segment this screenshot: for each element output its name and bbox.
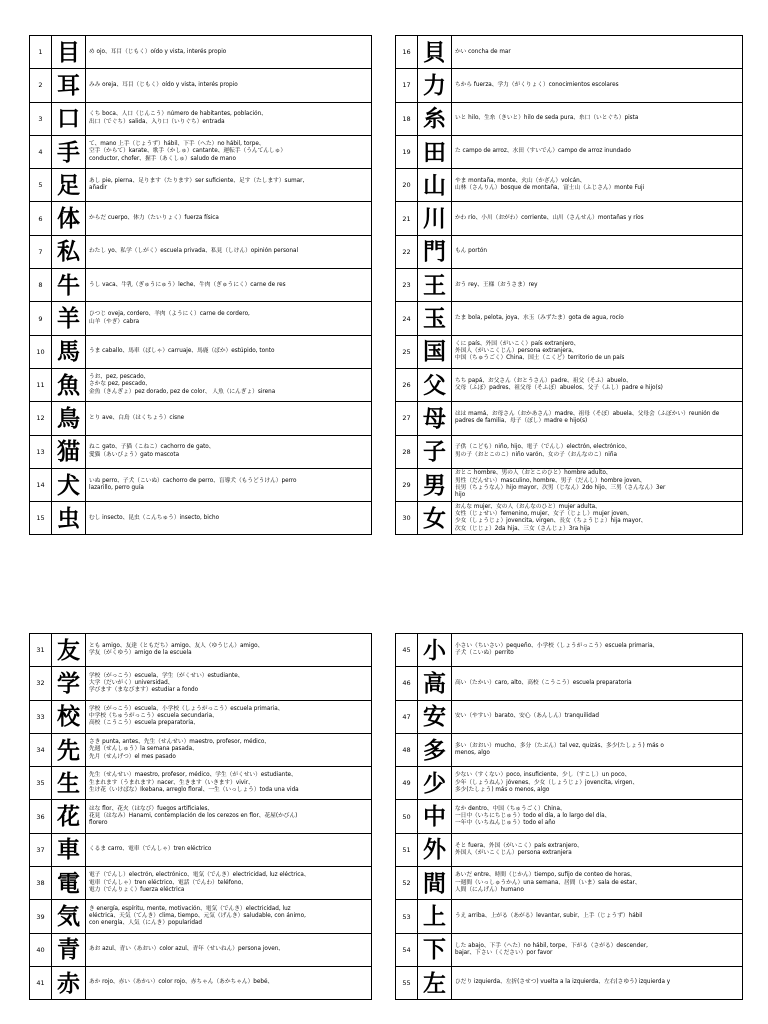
kanji-character: 貝 bbox=[418, 36, 452, 69]
kanji-row bbox=[396, 900, 743, 933]
kanji-definition: ひだり izquierda、左折(させつ) vuelta a la izquierda、左右(さゆう) izquierda y bbox=[452, 966, 743, 999]
kanji-character: 高 bbox=[418, 667, 452, 700]
kanji-definition: からだ cuerpo、体力（たいりょく）fuerza física bbox=[86, 202, 372, 235]
row-number: 49 bbox=[396, 767, 418, 800]
kanji-definition: おんな mujer、女の人（おんなのひと）mujer adulta、 女性（じょせい）femenino, mujer、女子（じょし）mujer joven、 少女（しょうじょ）jovencita, virgen、長女（ちょうじょ）hija mayor、 次女（じじょ）2da hija、三女（さんじょ）3ra hija bbox=[452, 502, 743, 535]
kanji-definition: 小さい（ちいさい）pequeño、小学校（しょうがっこう）escuela primaria、 子犬（こいぬ）perrito bbox=[452, 634, 743, 667]
row-number: 7 bbox=[30, 235, 52, 268]
kanji-definition: いと hilo、生糸（きいと）hilo de seda pura、糸口（いとぐち）pista bbox=[452, 102, 743, 135]
kanji-row bbox=[30, 235, 372, 268]
kanji-row bbox=[30, 202, 372, 235]
kanji-definition: くに país、外国（がいこく）país extranjero、 外国人（がいこくじん）persona extranjera、 中国（ちゅうごく）China、国土（こくど）territorio de un país bbox=[452, 335, 743, 368]
kanji-character: 学 bbox=[52, 667, 86, 700]
kanji-row bbox=[30, 269, 372, 302]
kanji-row bbox=[30, 667, 372, 700]
kanji-row bbox=[396, 335, 743, 368]
row-number: 55 bbox=[396, 966, 418, 999]
row-number: 32 bbox=[30, 667, 52, 700]
kanji-row bbox=[396, 800, 743, 833]
kanji-row bbox=[396, 966, 743, 999]
row-number: 30 bbox=[396, 502, 418, 535]
kanji-definition: ちち papá、お父さん（おとうさん）padre、祖父（そふ）abuelo、 父母（ふぼ）padres、祖父母（そふぼ）abuelos、父子（ふし）padre e hijo(s) bbox=[452, 368, 743, 401]
kanji-row bbox=[396, 36, 743, 69]
kanji-character: 魚 bbox=[52, 368, 86, 401]
kanji-table-4 bbox=[395, 633, 743, 1000]
row-number: 47 bbox=[396, 700, 418, 733]
kanji-character: 校 bbox=[52, 700, 86, 733]
kanji-row bbox=[30, 335, 372, 368]
kanji-row bbox=[30, 69, 372, 102]
kanji-character: 小 bbox=[418, 634, 452, 667]
kanji-row bbox=[396, 933, 743, 966]
kanji-definition: いぬ perro、子犬（こいぬ）cachorro de perro、盲導犬（もうどうけん）perro lazarillo, perro guía bbox=[86, 468, 372, 501]
kanji-character: 目 bbox=[52, 36, 86, 69]
kanji-row bbox=[30, 435, 372, 468]
kanji-row bbox=[30, 933, 372, 966]
kanji-row bbox=[30, 900, 372, 933]
kanji-definition: さき punta, antes、先生（せんせい）maestro, profesor, médico、 先週（せんしゅう）la semana pasada、 先月（せんげつ）el mes pasado bbox=[86, 733, 372, 766]
kanji-definition: たま bola, pelota, joya、水玉（みずたま）gota de agua, rocío bbox=[452, 302, 743, 335]
row-number: 9 bbox=[30, 302, 52, 335]
kanji-row bbox=[396, 867, 743, 900]
kanji-row bbox=[396, 202, 743, 235]
kanji-character: 足 bbox=[52, 169, 86, 202]
kanji-character: 男 bbox=[418, 468, 452, 501]
kanji-definition: あお azul、青い（あおい）color azul、青年（せいねん）persona joven、 bbox=[86, 933, 372, 966]
kanji-definition: 多い（おおい）mucho、多分（たぶん）tal vez, quizás、多少(たしょう) más o menos, algo bbox=[452, 733, 743, 766]
row-number: 6 bbox=[30, 202, 52, 235]
row-number: 5 bbox=[30, 169, 52, 202]
kanji-row bbox=[396, 634, 743, 667]
kanji-character: 電 bbox=[52, 867, 86, 900]
kanji-row bbox=[30, 402, 372, 435]
row-number: 45 bbox=[396, 634, 418, 667]
kanji-character: 先 bbox=[52, 733, 86, 766]
kanji-definition: くるま carro、電車（でんしゃ）tren eléctrico bbox=[86, 833, 372, 866]
kanji-character: 国 bbox=[418, 335, 452, 368]
kanji-row bbox=[30, 468, 372, 501]
kanji-character: 山 bbox=[418, 169, 452, 202]
kanji-row bbox=[396, 169, 743, 202]
kanji-character: 間 bbox=[418, 867, 452, 900]
kanji-character: 犬 bbox=[52, 468, 86, 501]
row-number: 4 bbox=[30, 135, 52, 168]
kanji-definition: くち boca、人口（じんこう）número de habitantes, población、 出口（でぐち）salida、入り口（いりぐち）entrada bbox=[86, 102, 372, 135]
kanji-character: 中 bbox=[418, 800, 452, 833]
kanji-row bbox=[30, 135, 372, 168]
kanji-definition: なか dentro、中国（ちゅうごく）China、 一日中（いちにちじゅう）todo el día, a lo largo del día、 一年中（いちねんじゅう）todo el año bbox=[452, 800, 743, 833]
kanji-table-1 bbox=[29, 35, 372, 535]
kanji-definition: ちから fuerza、学力（がくりょく）conocimientos escolares bbox=[452, 69, 743, 102]
row-number: 31 bbox=[30, 634, 52, 667]
row-number: 53 bbox=[396, 900, 418, 933]
row-number: 10 bbox=[30, 335, 52, 368]
kanji-definition: とり ave、白鳥（はくちょう）cisne bbox=[86, 402, 372, 435]
kanji-row bbox=[30, 767, 372, 800]
kanji-definition: とも amigo、友達（ともだち）amigo、友人（ゆうじん）amigo、 学友（がくゆう）amigo de la escuela bbox=[86, 634, 372, 667]
kanji-row bbox=[396, 69, 743, 102]
row-number: 29 bbox=[396, 468, 418, 501]
row-number: 8 bbox=[30, 269, 52, 302]
kanji-definition: うし vaca、牛乳（ぎゅうにゅう）leche、牛肉（ぎゅうにく）carne de res bbox=[86, 269, 372, 302]
row-number: 50 bbox=[396, 800, 418, 833]
row-number: 19 bbox=[396, 135, 418, 168]
kanji-row bbox=[30, 634, 372, 667]
kanji-character: 田 bbox=[418, 135, 452, 168]
row-number: 20 bbox=[396, 169, 418, 202]
row-number: 37 bbox=[30, 833, 52, 866]
kanji-character: 父 bbox=[418, 368, 452, 401]
kanji-definition: おう rey、王様（おうさま）rey bbox=[452, 269, 743, 302]
kanji-row bbox=[396, 833, 743, 866]
kanji-character: 女 bbox=[418, 502, 452, 535]
row-number: 51 bbox=[396, 833, 418, 866]
kanji-definition: 学校（がっこう）escuela、学生（がくせい）estudiante、 大学（だいがく）universidad、 学びます（まなびます）estudiar a fondo bbox=[86, 667, 372, 700]
kanji-character: 手 bbox=[52, 135, 86, 168]
kanji-character: 牛 bbox=[52, 269, 86, 302]
kanji-row bbox=[30, 733, 372, 766]
row-number: 16 bbox=[396, 36, 418, 69]
kanji-row bbox=[396, 767, 743, 800]
kanji-definition: た campo de arroz、水田（すいでん）campo de arroz inundado bbox=[452, 135, 743, 168]
row-number: 40 bbox=[30, 933, 52, 966]
kanji-character: 左 bbox=[418, 966, 452, 999]
kanji-character: 口 bbox=[52, 102, 86, 135]
kanji-character: 王 bbox=[418, 269, 452, 302]
kanji-definition: 少ない（すくない）poco, insuficiente、少し（すこし）un poco、 少年（しょうねん）jóvenes、少女（しょうじょ）jovencita, virgen、 多少(たしょう) más o menos, algo bbox=[452, 767, 743, 800]
kanji-character: 羊 bbox=[52, 302, 86, 335]
row-number: 48 bbox=[396, 733, 418, 766]
kanji-row bbox=[30, 966, 372, 999]
row-number: 17 bbox=[396, 69, 418, 102]
kanji-character: 体 bbox=[52, 202, 86, 235]
kanji-definition: 子供（こども）niño, hijo、電子（でんし）electrón, electrónico、 男の子（おとこのこ）niño varón、女の子（おんなのこ）niña bbox=[452, 435, 743, 468]
kanji-definition: やま montaña, monte、火山（かざん）volcán、 山林（さんりん）bosque de montaña、富士山（ふじさん）monte Fuji bbox=[452, 169, 743, 202]
kanji-character: 外 bbox=[418, 833, 452, 866]
kanji-definition: 先生（せんせい）maestro, profesor, médico、学生（がくせい）estudiante、 生まれます（うまれます）nacer、生きます（いきます）vivir、 生け花（いけばな）Ikebana, arreglo floral、一生（いっしょう）toda una vida bbox=[86, 767, 372, 800]
kanji-definition: おとこ hombre、男の人（おとこのひと）hombre adulto、 男性（だんせい）masculino, hombre、男子（だんし）hombre joven、 長男（ちょうなん）hijo mayor、次男（じなん）2do hijo、三男（さんなん）3er hijo bbox=[452, 468, 743, 501]
kanji-row bbox=[30, 36, 372, 69]
kanji-row bbox=[396, 269, 743, 302]
row-number: 15 bbox=[30, 502, 52, 535]
kanji-definition: うお、pez, pescado、 さかな pez, pescado、 金魚（きんぎょ）pez dorado, pez de color、 人魚（にんぎょ）sirena bbox=[86, 368, 372, 401]
kanji-definition: 学校（がっこう）escuela、小学校（しょうがっこう）escuela primaria、 中学校（ちゅうがっこう）escuela secundaria、 高校（こうこう）escuela preparatoria、 bbox=[86, 700, 372, 733]
kanji-definition: ひつじ oveja, cordero、羊肉（ようにく）carne de cordero, 山羊（やぎ）cabra bbox=[86, 302, 372, 335]
kanji-row bbox=[30, 169, 372, 202]
row-number: 21 bbox=[396, 202, 418, 235]
kanji-character: 糸 bbox=[418, 102, 452, 135]
kanji-definition: うま caballo、馬車（ばしゃ）carruaje、馬鹿（ばか）estúpido, tonto bbox=[86, 335, 372, 368]
kanji-character: 少 bbox=[418, 767, 452, 800]
kanji-definition: かい concha de mar bbox=[452, 36, 743, 69]
kanji-character: 門 bbox=[418, 235, 452, 268]
kanji-definition: あか rojo、赤い（あかい）color rojo、赤ちゃん（あかちゃん）bebé、 bbox=[86, 966, 372, 999]
kanji-row bbox=[396, 102, 743, 135]
kanji-row bbox=[396, 302, 743, 335]
row-number: 38 bbox=[30, 867, 52, 900]
row-number: 28 bbox=[396, 435, 418, 468]
kanji-character: 私 bbox=[52, 235, 86, 268]
row-number: 36 bbox=[30, 800, 52, 833]
kanji-character: 赤 bbox=[52, 966, 86, 999]
kanji-row bbox=[30, 302, 372, 335]
kanji-definition: わたし yo、私学（しがく）escuela privada、私見（しけん）opinión personal bbox=[86, 235, 372, 268]
row-number: 41 bbox=[30, 966, 52, 999]
kanji-character: 青 bbox=[52, 933, 86, 966]
kanji-definition: かわ río、小川（おがわ）corriente、山川（さんせん）montañas y ríos bbox=[452, 202, 743, 235]
kanji-character: 子 bbox=[418, 435, 452, 468]
kanji-character: 馬 bbox=[52, 335, 86, 368]
kanji-definition: うえ arriba、上がる（あがる）levantar, subir、上手（じょうず）hábil bbox=[452, 900, 743, 933]
kanji-table-2 bbox=[395, 35, 743, 535]
kanji-character: 川 bbox=[418, 202, 452, 235]
kanji-definition: て、mano 上手（じょうず）hábil、下手（へた）no hábil, torpe、 空手（からて）karate、歌手（かしゅ）cantante、運転手（うんてんしゅ） conductor, chofer、握手（あくしゅ）saludo de mano bbox=[86, 135, 372, 168]
row-number: 39 bbox=[30, 900, 52, 933]
kanji-character: 力 bbox=[418, 69, 452, 102]
kanji-definition: 高い（たかい）caro, alto、高校（こうこう）escuela preparatoria bbox=[452, 667, 743, 700]
row-number: 25 bbox=[396, 335, 418, 368]
kanji-row bbox=[396, 700, 743, 733]
row-number: 24 bbox=[396, 302, 418, 335]
row-number: 34 bbox=[30, 733, 52, 766]
kanji-definition: 電子（でんし）electrón, electrónico、電気（でんき）electricidad, luz eléctrica、 電車（でんしゃ）tren eléctrico、電話（でんわ）teléfono、 電力（でんりょく）fuerza eléctrica bbox=[86, 867, 372, 900]
row-number: 3 bbox=[30, 102, 52, 135]
row-number: 13 bbox=[30, 435, 52, 468]
kanji-row bbox=[396, 468, 743, 501]
kanji-row bbox=[30, 502, 372, 535]
kanji-character: 友 bbox=[52, 634, 86, 667]
kanji-character: 玉 bbox=[418, 302, 452, 335]
row-number: 14 bbox=[30, 468, 52, 501]
row-number: 18 bbox=[396, 102, 418, 135]
kanji-character: 下 bbox=[418, 933, 452, 966]
row-number: 33 bbox=[30, 700, 52, 733]
row-number: 12 bbox=[30, 402, 52, 435]
row-number: 52 bbox=[396, 867, 418, 900]
kanji-definition: もん portón bbox=[452, 235, 743, 268]
kanji-character: 耳 bbox=[52, 69, 86, 102]
kanji-definition: あいだ entre、時間（じかん）tiempo, sufijo de conteo de horas、 一週間（いっしゅうかん）una semana、居間（いま）sala de estar、 人間（にんげん）humano bbox=[452, 867, 743, 900]
kanji-character: 上 bbox=[418, 900, 452, 933]
kanji-row bbox=[30, 833, 372, 866]
row-number: 46 bbox=[396, 667, 418, 700]
kanji-character: 多 bbox=[418, 733, 452, 766]
kanji-table-3 bbox=[29, 633, 372, 1000]
kanji-character: 花 bbox=[52, 800, 86, 833]
kanji-character: 気 bbox=[52, 900, 86, 933]
row-number: 2 bbox=[30, 69, 52, 102]
kanji-row bbox=[30, 102, 372, 135]
kanji-row bbox=[30, 800, 372, 833]
kanji-definition: そと fuera、外国（がいこく）país extranjero、 外国人（がいこくじん）persona extranjera bbox=[452, 833, 743, 866]
kanji-definition: 安い（やすい）barato、安心（あんしん）tranquilidad bbox=[452, 700, 743, 733]
kanji-row bbox=[396, 402, 743, 435]
kanji-row bbox=[396, 235, 743, 268]
kanji-definition: ねこ gato、子猫（こねこ）cachorro de gato、 愛猫（あいびょう）gato mascota bbox=[86, 435, 372, 468]
kanji-definition: き energía, espíritu, mente, motivación、電気（でんき）electricidad, luz eléctrica、天気（てんき）clima, tiempo、元気（げんき）saludable, con ánimo, con energía、人気（にんき）popularidad bbox=[86, 900, 372, 933]
kanji-character: 母 bbox=[418, 402, 452, 435]
kanji-definition: した abajo、下手（へた）no hábil, torpe、下がる（さがる）descender, bajar、下さい（ください）por favor bbox=[452, 933, 743, 966]
row-number: 27 bbox=[396, 402, 418, 435]
kanji-definition: はは mamá、お母さん（おかあさん）madre、祖母（そぼ）abuela、父母会（ふぼかい）reunión de padres de familia、母子（ぼし）madre e hijo(s) bbox=[452, 402, 743, 435]
kanji-definition: みみ oreja、耳目（じもく）oído y vista, interés propio bbox=[86, 69, 372, 102]
kanji-row bbox=[396, 368, 743, 401]
kanji-definition: め ojo、耳目（じもく）oído y vista, interés propio bbox=[86, 36, 372, 69]
kanji-row bbox=[396, 667, 743, 700]
kanji-character: 虫 bbox=[52, 502, 86, 535]
kanji-character: 車 bbox=[52, 833, 86, 866]
row-number: 35 bbox=[30, 767, 52, 800]
kanji-character: 鳥 bbox=[52, 402, 86, 435]
kanji-definition: あし pie, pierna、足ります（たります）ser suficiente、足す（たします）sumar, añadir bbox=[86, 169, 372, 202]
row-number: 54 bbox=[396, 933, 418, 966]
kanji-row bbox=[30, 867, 372, 900]
kanji-row bbox=[30, 700, 372, 733]
row-number: 22 bbox=[396, 235, 418, 268]
row-number: 23 bbox=[396, 269, 418, 302]
kanji-character: 猫 bbox=[52, 435, 86, 468]
kanji-row bbox=[30, 368, 372, 401]
kanji-definition: むし insecto、昆虫（こんちゅう）insecto, bicho bbox=[86, 502, 372, 535]
kanji-definition: はな flor、花火（はなび）fuegos artificiales、 花見（はなみ）Hanami, contemplación de los cerezos en flor、花屋(かびん) florero bbox=[86, 800, 372, 833]
kanji-row bbox=[396, 502, 743, 535]
kanji-character: 安 bbox=[418, 700, 452, 733]
kanji-row bbox=[396, 135, 743, 168]
kanji-row bbox=[396, 435, 743, 468]
row-number: 11 bbox=[30, 368, 52, 401]
row-number: 1 bbox=[30, 36, 52, 69]
kanji-row bbox=[396, 733, 743, 766]
kanji-character: 生 bbox=[52, 767, 86, 800]
row-number: 26 bbox=[396, 368, 418, 401]
